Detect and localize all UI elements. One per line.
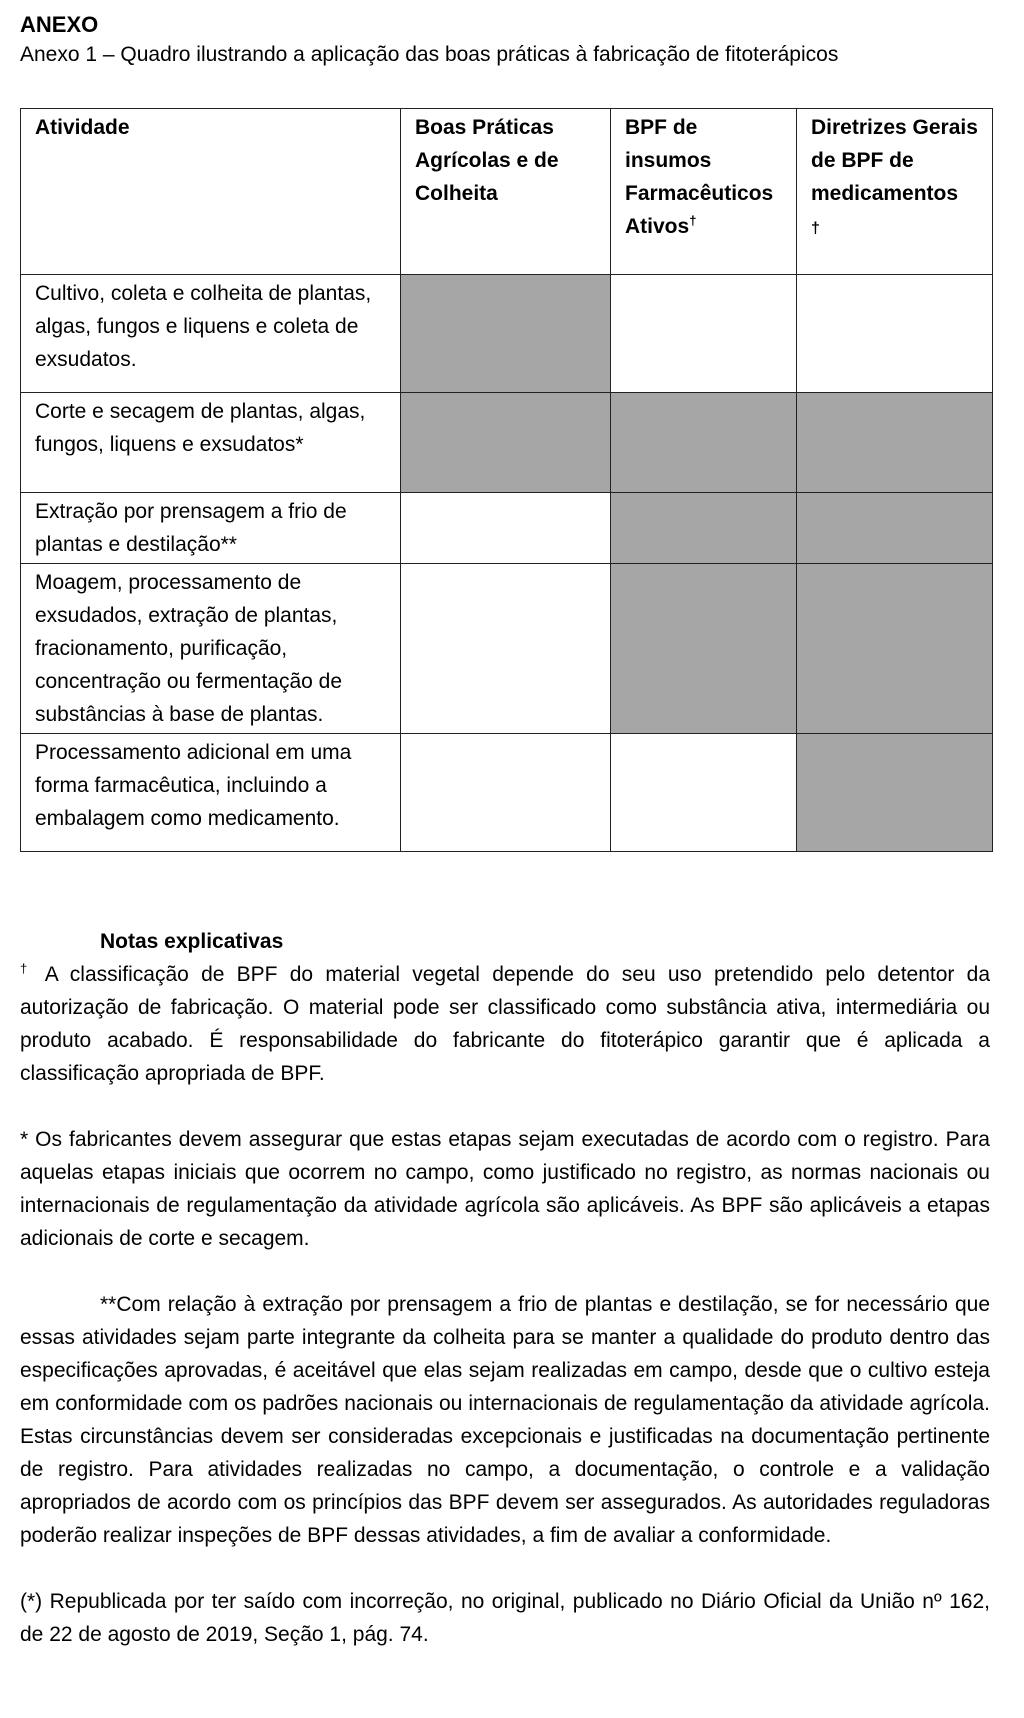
document-page	[20, 10, 991, 1646]
note-dagger-text: A classificação de BPF do material vegetal depende do seu uso pretendido pelo detentor da autorização de fabricação. O material pode ser classificado como substância ativa, intermediária ou produto acabado. É responsabilidade do fabricante do fitoterápico garantir que é aplicada a classificação apropriada de BPF.	[20, 963, 991, 1085]
activity-cell: Processamento adicional em uma forma farmacêutica, incluindo a embalagem como medicamento.	[21, 734, 401, 852]
note-star: * Os fabricantes devem assegurar que estas etapas sejam executadas de acordo com o registro. Para aquelas etapas iniciais que ocorrem no campo, como justificado no registro, as normas nacionais ou internacionais de regulamentação da atividade agrícola são aplicáveis. As BPF são aplicáveis a etapas adicionais de corte e secagem.	[20, 1128, 990, 1250]
header-bpf-active-ingredients	[611, 109, 797, 275]
dagger-mark: †	[20, 961, 34, 976]
applicability-cell	[401, 564, 611, 734]
applicability-cell	[401, 275, 611, 393]
annex-heading: ANEXO	[20, 12, 99, 37]
spacer	[20, 1552, 990, 1585]
table-row	[21, 275, 993, 393]
header-good-agricultural-practices: Boas Práticas Agrícolas e de Colheita	[401, 109, 611, 275]
table-row	[21, 393, 993, 493]
bpf-application-table	[20, 108, 993, 852]
header-general-bpf-guidelines-text: Diretrizes Gerais de BPF de medicamentos	[811, 116, 978, 205]
notes-title: Notas explicativas	[100, 930, 284, 953]
activity-cell: Moagem, processamento de exsudados, extração de plantas, fracionamento, purificação, concentração ou fermentação de substâncias à base de plantas.	[21, 564, 401, 734]
activity-cell: Cultivo, coleta e colheita de plantas, algas, fungos e liquens e coleta de exsudatos.	[21, 275, 401, 393]
applicability-cell	[797, 275, 993, 393]
table-row	[21, 493, 993, 564]
activity-cell: Corte e secagem de plantas, algas, fungos, liquens e exsudatos*	[21, 393, 401, 493]
applicability-cell	[611, 493, 797, 564]
table-row	[21, 564, 993, 734]
note-dagger	[20, 958, 990, 1090]
table-row	[21, 734, 993, 852]
applicability-cell	[401, 734, 611, 852]
activity-cell: Extração por prensagem a frio de plantas e destilação**	[21, 493, 401, 564]
applicability-cell	[611, 393, 797, 493]
header-bpf-active-ingredients-text: BPF de insumos Farmacêuticos Ativos	[625, 116, 774, 238]
dagger-mark: †	[811, 220, 820, 237]
spacer	[20, 1090, 990, 1123]
applicability-cell	[401, 393, 611, 493]
applicability-cell	[797, 493, 993, 564]
dagger-mark: †	[689, 213, 697, 228]
applicability-cell	[797, 564, 993, 734]
note-double-star: **Com relação à extração por prensagem a frio de plantas e destilação, se for necessário que essas atividades sejam parte integrante da colheita para se manter a qualidade do produto dentro das especificações aprovadas, é aceitável que elas sejam realizadas em campo, desde que o cultivo esteja em conformidade com os padrões nacionais ou internacionais de regulamentação da atividade agrícola. Estas circunstâncias devem ser consideradas excepcionais e justificadas na documentação pertinente de registro. Para atividades realizadas no campo, a documentação, o controle e a validação apropriados de acordo com os princípios das BPF devem ser assegurados. As autoridades reguladoras poderão realizar inspeções de BPF dessas atividades, a fim de avaliar a conformidade.	[20, 1293, 990, 1547]
annex-subtitle: Anexo 1 – Quadro ilustrando a aplicação das boas práticas à fabricação de fitoterápicos	[20, 43, 839, 66]
spacer	[20, 1255, 990, 1288]
applicability-cell	[401, 493, 611, 564]
explanatory-notes	[20, 925, 990, 1651]
applicability-cell	[611, 734, 797, 852]
republication-note: (*) Republicada por ter saído com incorreção, no original, publicado no Diário Oficial da União nº 162, de 22 de agosto de 2019, Seção 1, pág. 74.	[20, 1590, 990, 1646]
table-header-row	[21, 109, 993, 275]
applicability-cell	[797, 393, 993, 493]
header-activity: Atividade	[21, 109, 401, 275]
header-general-bpf-guidelines	[797, 109, 993, 275]
applicability-cell	[611, 275, 797, 393]
applicability-cell	[611, 564, 797, 734]
applicability-cell	[797, 734, 993, 852]
